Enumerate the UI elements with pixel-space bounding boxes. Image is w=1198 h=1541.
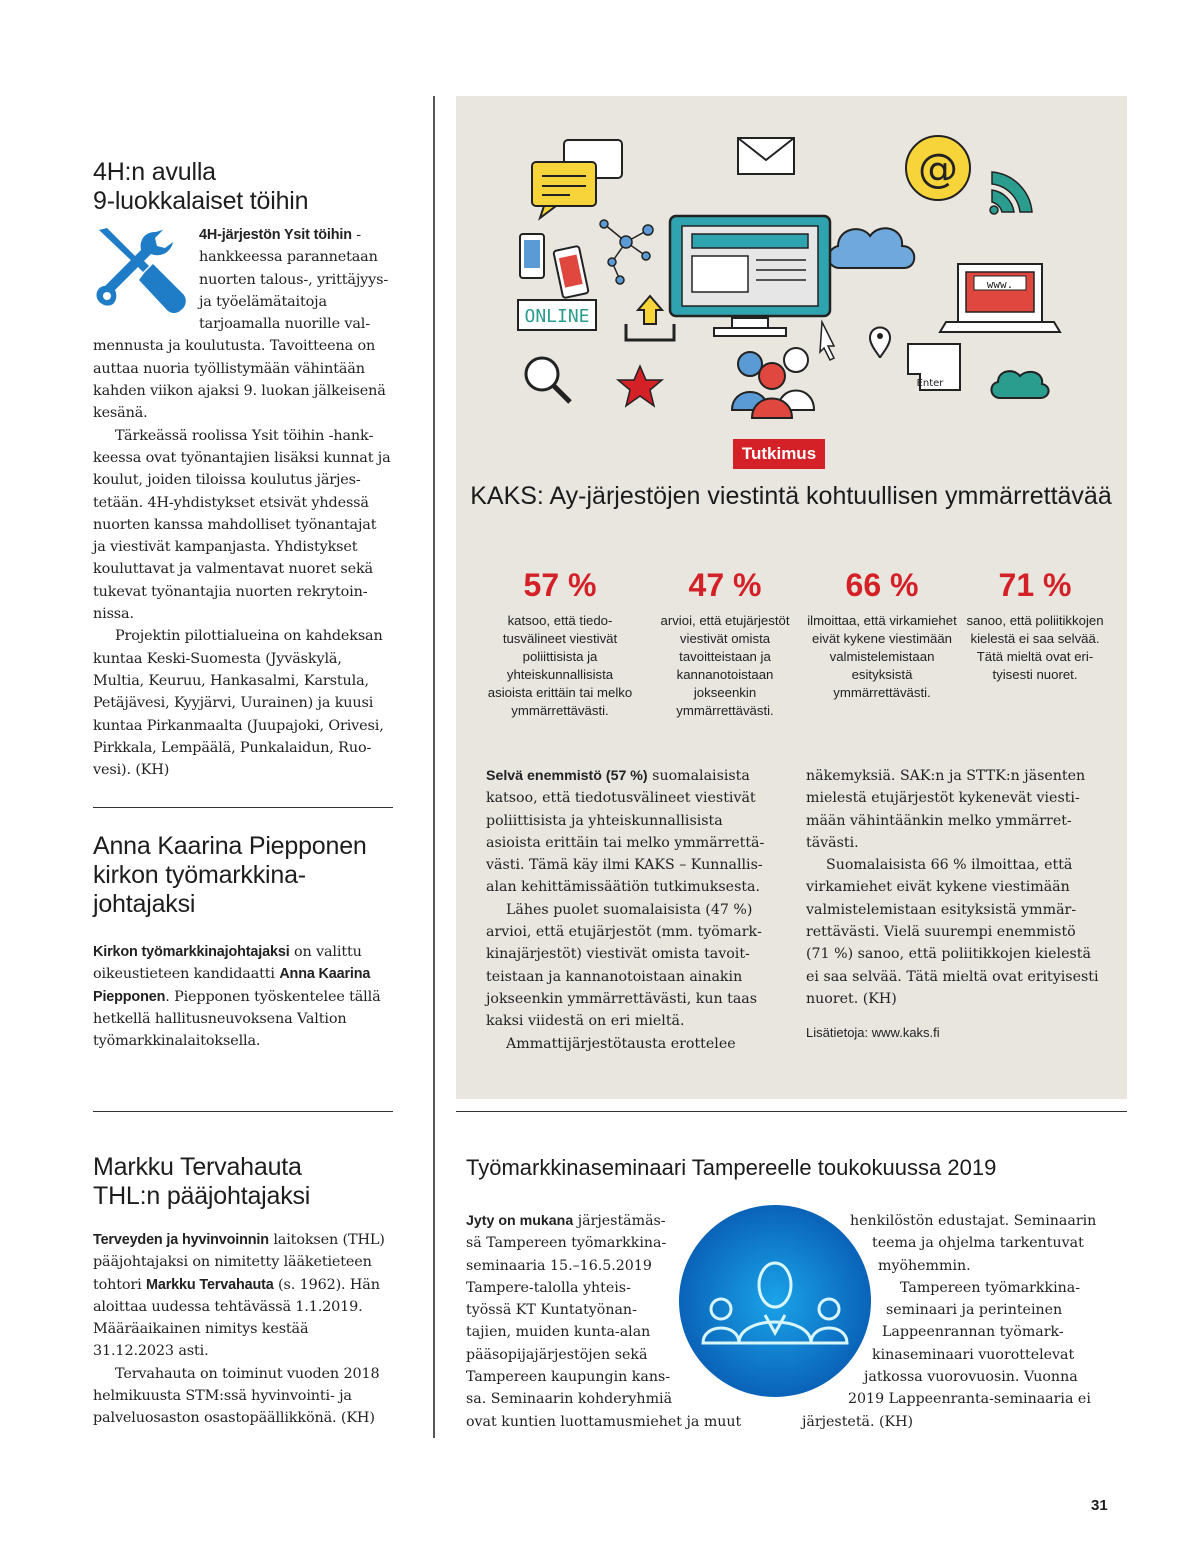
at-icon	[906, 136, 970, 200]
upload-icon	[626, 296, 674, 340]
cloud-small-icon	[991, 371, 1048, 398]
cloud-icon	[828, 228, 914, 268]
people-icon	[732, 348, 814, 418]
cursor-icon	[820, 322, 834, 360]
article-tervahauta-body: Terveyden ja hyvinvoinnin laitoksen (THL) pääjohtajaksi on nimitetty lääketieteen tohtori Markku Tervahauta (s. 1962). Hän aloittaa uudessa tehtävässä 1.1.2019. Määräaikainen nimitys kestää 31.12.2023 asti. Tervahauta on toiminut vuoden 2018 helmikuusta STM:ssä hyvinvointi- ja palveluosaston osastopäällikkönä. (KH)	[93, 1232, 385, 1427]
stat-71: 71 % sanoo, että poliitikkojen kielestä ei saa selvää. Tätä mieltä ovat erityisesti nuoret.	[966, 567, 1104, 682]
svg-text:@: @	[918, 146, 958, 192]
tools-icon	[93, 224, 193, 324]
divider	[93, 1111, 393, 1112]
wifi-icon	[990, 172, 1032, 214]
article-piepponen	[93, 832, 393, 1052]
search-icon	[526, 358, 570, 402]
monitor-icon	[670, 216, 830, 336]
online-sign	[518, 300, 596, 330]
envelope-icon	[738, 138, 794, 174]
kaks-title: KAKS: Ay-järjestöjen viestintä kohtuullisen ymmärrettävää	[470, 482, 1112, 510]
kaks-column-2: näkemyksiä. SAK:n ja STTK:n jäsenten mielestä etujärjestöt kykenevät viestimään vähintäänkin melko ymmärrettävästi. Suomalaisista 66 % ilmoittaa, että virkamiehet eivät kykene viestimään valmistelemistaan esityksistä ymmärrettävästi. Vielä suurempi enemmistö (71 %) sanoo, että poliitikkojen kielestä ei saa selvää. Tätä mieltä ovat erityisesti nuoret. (KH) Lisätietoja: www.kaks.fi	[806, 765, 1102, 1045]
article-tervahauta	[93, 1153, 393, 1430]
svg-text:www.: www.	[986, 278, 1014, 291]
svg-text:Enter: Enter	[916, 378, 944, 389]
category-tag: Tutkimus	[733, 439, 825, 469]
article-4h-body: 4H-järjestön Ysit töihin -hankkeessa parannetaan nuorten talous-, yrittäjyys- ja työelämätaitoja tarjoamalla nuorille valmennusta ja koulutusta. Tavoitteena on auttaa nuoria työllistymään vähintään kahden viikon ajaksi 9. luokan jälkeisenä kesänä. Tärkeässä roolissa Ysit töihin -hankkeessa ovat työnantajien lisäksi kunnat ja koulut, joiden tiloissa koulutus järjestetään. 4H-yhdistykset etsivät yhdessä nuorten kanssa mahdolliset työnantajat ja viestivät kampanjasta. Yhdistykset kouluttavat ja valmentavat nuoret sekä tukevat työnantajia nuorten rekrytoinnissa. Projektin pilottialueina on kahdeksan kuntaa Keski-Suomesta (Jyväskylä, Multia, Keuruu, Hankasalmi, Karstula, Petäjävesi, Kyyjärvi, Uurainen) ja kuusi kuntaa Pirkanmaalta (Juupajoki, Orivesi, Pirkkala, Lempäälä, Punkalaidun, Ruovesi). (KH)	[93, 224, 393, 781]
star-icon	[618, 366, 662, 406]
article-piepponen-title: Anna Kaarina Piepponen kirkon työmarkkina-johtajaksi	[93, 832, 367, 918]
speech-bubble-icon	[532, 140, 622, 218]
svg-text:ONLINE: ONLINE	[524, 306, 590, 327]
stat-57: 57 % katsoo, että tiedotusvälineet viestivät poliittisista ja yhteiskunnallisista asioista erittäin tai melko ymmärrettävästi.	[487, 567, 633, 718]
kaks-column-1: Selvä enemmistö (57 %) suomalaisista katsoo, että tiedotusvälineet viestivät poliittisista ja yhteiskunnallisista asioista erittäin tai melko ymmärrettävästi. Tämä käy ilmi KAKS – Kunnallisalan kehittämissäätiön tutkimuksesta. Lähes puolet suomalaisista (47 %) arvioi, että etujärjestöt (mm. työmarkkinajärjestöt) viestivät omista tavoitteistaan ja kannanotoistaan ainakin jokseenkin ymmärrettävästi, kun taas kaksi viidestä on eri mieltä. Ammattijärjestötausta erottelee	[486, 768, 765, 1052]
divider	[93, 807, 393, 808]
seminar-column-2: henkilöstön edustajat. Seminaarin teema ja ohjelma tarkentuvat myöhemmin. Tampereen työmarkkina- seminaari ja perinteinen Lappeenrannan työmark- kinaseminaari vuorottelevat jatkossa vuorovuosin. Vuonna 2019 Lappeenranta-seminaaria ei järjestetä. (KH)	[802, 1213, 1097, 1430]
location-pin-icon	[870, 328, 890, 359]
article-piepponen-body: Kirkon työmarkkinajohtajaksi on valittu oikeustieteen kandidaatti Anna Kaarina Piepponen. Piepponen työskentelee tällä hetkellä hallitusneuvoksena Valtion työmarkkinalaitoksella.	[93, 944, 381, 1050]
more-info-link[interactable]: Lisätietoja: www.kaks.fi	[806, 1025, 940, 1041]
stat-66: 66 % ilmoittaa, että virkamiehet eivät kykene viestimään valmistelemistaan esityksistä ymmärrettävästi.	[807, 567, 957, 700]
article-4h-title: 4H:n avulla 9-luokkalaiset töihin	[93, 158, 309, 215]
page-number: 31	[1091, 1497, 1108, 1514]
article-4h	[93, 158, 393, 781]
digital-communication-illustration	[500, 128, 1090, 428]
seminar-title: Työmarkkinaseminaari Tampereelle toukokuussa 2019	[466, 1155, 997, 1180]
column-divider	[433, 96, 435, 1438]
divider	[456, 1111, 1127, 1112]
laptop-icon	[940, 264, 1060, 332]
enter-key-icon	[908, 344, 960, 390]
phone-icon	[520, 234, 589, 298]
article-tervahauta-title: Markku Tervahauta THL:n pääjohtajaksi	[93, 1153, 311, 1210]
network-icon	[600, 220, 653, 284]
seminar-column-1: Jyty on mukana järjestämäs- sä Tampereen työmarkkina- seminaaria 15.–16.5.2019 Tampere-talolla yhteis- työssä KT Kuntatyönan- tajien, muiden kunta-alan pääsopijajärjestöjen sekä Tampereen kaupungin kans- sa. Seminaarin kohderyhmiä ovat kuntien luottamusmiehet ja muut	[466, 1213, 742, 1430]
stat-47: 47 % arvioi, että etujärjestöt viestivät omista tavoitteistaan ja kannanotoistaan jokseenkin ymmärrettävästi.	[660, 567, 790, 718]
